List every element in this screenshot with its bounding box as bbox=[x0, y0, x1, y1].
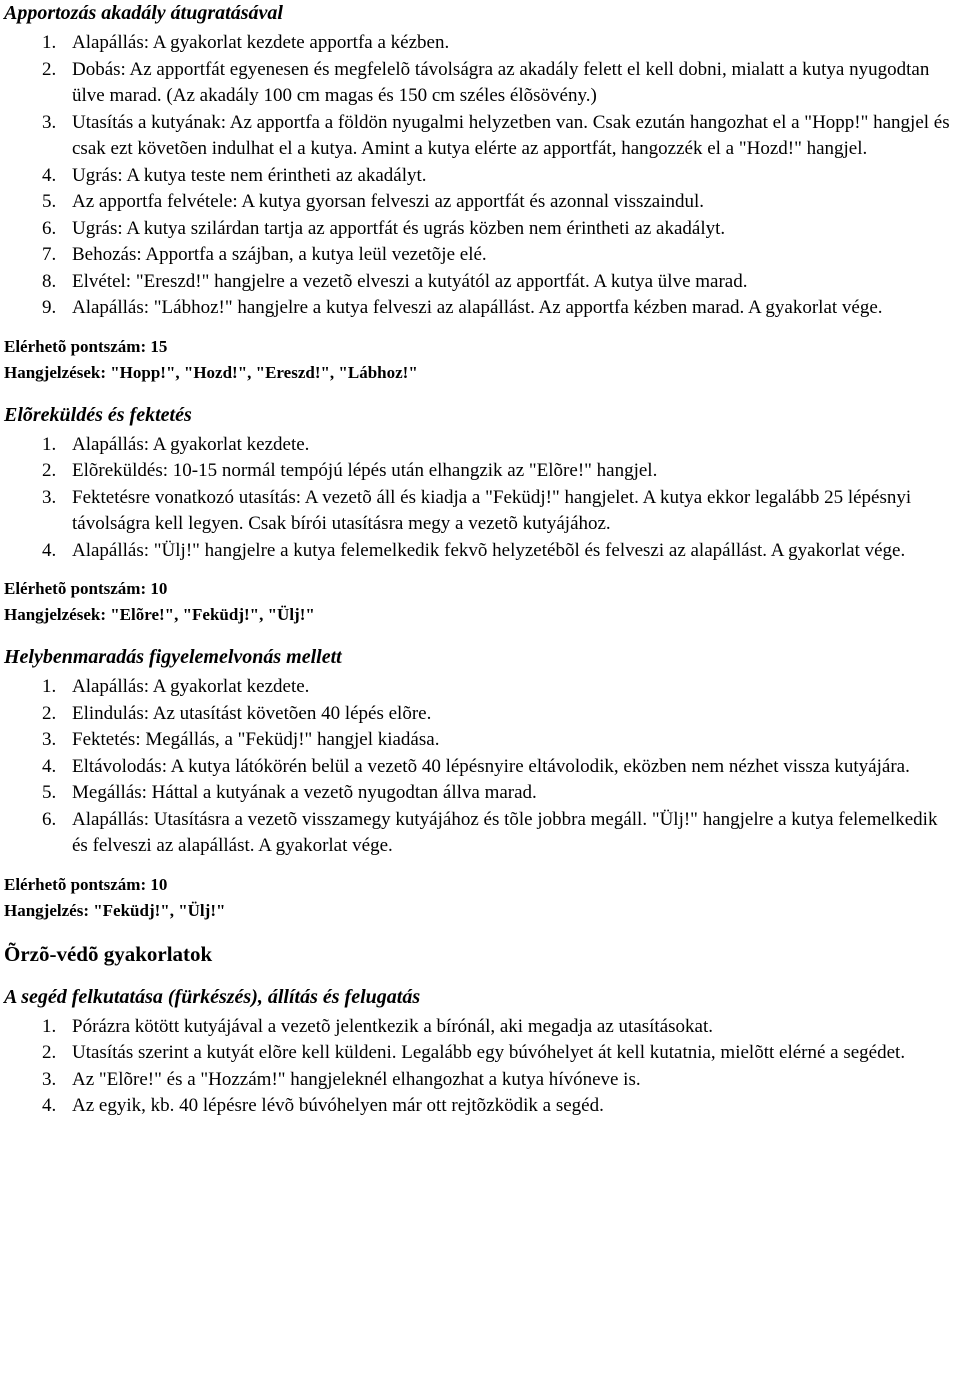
list-item: 3. Fektetésre vonatkozó utasítás: A vezetõ áll és kiadja a "Feküdj!" hangjelet. A kutya ekkor legalább 25 lépésnyi távolságra kell legyen. Csak bírói utasításra megy a vezetõ kutyájához. bbox=[42, 486, 912, 534]
signals-label: Hangjelzés: "Feküdj!", "Ülj!" bbox=[4, 900, 226, 920]
list-item: 4. Alapállás: "Ülj!" hangjelre a kutya felemelkedik fekvõ helyzetébõl és felveszi az alapállást. A gyakorlat vége. bbox=[42, 539, 906, 561]
list-item: 2. Elõreküldés: 10-15 normál tempójú lépés után elhangzik az "Elõre!" hangjel. bbox=[42, 460, 658, 481]
list-item: 1. Alapállás: A gyakorlat kezdete. bbox=[42, 676, 310, 697]
list-item: 1. Alapállás: A gyakorlat kezdete apportfa a kézben. bbox=[42, 32, 450, 53]
section-title: Apportozás akadály átugratásával bbox=[4, 2, 283, 24]
list-item: 6. Ugrás: A kutya szilárdan tartja az apportfát és ugrás közben nem érintheti az akadályt. bbox=[42, 217, 726, 239]
list-item: 7. Behozás: Apportfa a szájban, a kutya leül vezetõje elé. bbox=[42, 244, 487, 265]
step-list bbox=[4, 1014, 956, 1120]
list-item: 4. Eltávolodás: A kutya látókörén belül a vezetõ 40 lépésnyire eltávolodik, eközben nem nézhet vissza kutyájára. bbox=[42, 755, 910, 777]
section-title: Helybenmaradás figyelemelvonás mellett bbox=[4, 646, 342, 668]
list-item: 5. Megállás: Háttal a kutyának a vezetõ nyugodtan állva marad. bbox=[42, 782, 537, 803]
list-item: 5. Az apportfa felvétele: A kutya gyorsan felveszi az apportfát és azonnal visszaindul. bbox=[42, 191, 705, 212]
list-item: 9. Alapállás: "Lábhoz!" hangjelre a kutya felveszi az alapállást. Az apportfa kézben marad. A gyakorlat vége. bbox=[42, 297, 883, 318]
list-item: 8. Elvétel: "Ereszd!" hangjelre a vezetõ elveszi a kutyától az apportfát. A kutya ülve marad. bbox=[42, 270, 748, 292]
step-list bbox=[4, 674, 956, 860]
list-item: 3. Utasítás a kutyának: Az apportfa a földön nyugalmi helyzetben van. Csak ezután hangozhat el a "Hopp!" hangjel és csak ezt követõen indulhat el a kutya. Amint a kutya elérte az apportfát, hangozzék el a "Hozd!" hangjel. bbox=[42, 111, 950, 159]
main-heading: Õrzõ-védõ gyakorlatok bbox=[4, 941, 213, 966]
list-item: 3. Fektetés: Megállás, a "Feküdj!" hangjel kiadása. bbox=[42, 729, 440, 750]
list-item: 6. Alapállás: Utasításra a vezetõ visszamegy kutyájához és tõle jobbra megáll. "Ülj!" hangjelre a kutya felemelkedik és felveszi az alapállást. A gyakorlat vége. bbox=[42, 808, 938, 856]
section-title: Elõreküldés és fektetés bbox=[4, 403, 192, 426]
step-list bbox=[4, 432, 956, 565]
signals-label: Hangjelzések: "Hopp!", "Hozd!", "Ereszd!", "Lábhoz!" bbox=[4, 362, 418, 382]
step-list bbox=[4, 30, 956, 322]
list-item: 2. Elindulás: Az utasítást követõen 40 lépés elõre. bbox=[42, 702, 432, 724]
points-label: Elérhetõ pontszám: 15 bbox=[4, 336, 168, 356]
list-item: 1. Pórázra kötött kutyájával a vezetõ jelentkezik a bírónál, aki megadja az utasításokat. bbox=[42, 1015, 713, 1037]
list-item: 3. Az "Elõre!" és a "Hozzám!" hangjeleknél elhangozhat a kutya hívóneve is. bbox=[42, 1068, 641, 1090]
points-label: Elérhetõ pontszám: 10 bbox=[4, 579, 168, 598]
list-item: 1. Alapállás: A gyakorlat kezdete. bbox=[42, 433, 310, 455]
list-item: 2. Dobás: Az apportfát egyenesen és megfelelõ távolságra az akadály felett el kell dobni, mialatt a kutya nyugodtan ülve marad. (Az akadály 100 cm magas és 150 cm széles élõsövény.) bbox=[42, 58, 930, 106]
list-item: 2. Utasítás szerint a kutyát elõre kell küldeni. Legalább egy búvóhelyet át kell kutatnia, mielõtt elérné a segédet. bbox=[42, 1042, 906, 1063]
list-item: 4. Az egyik, kb. 40 lépésre lévõ búvóhelyen már ott rejtõzködik a segéd. bbox=[42, 1095, 604, 1116]
section-title: A segéd felkutatása (fürkészés), állítás és felugatás bbox=[4, 985, 421, 1008]
list-item: 4. Ugrás: A kutya teste nem érintheti az akadályt. bbox=[42, 164, 427, 186]
points-label: Elérhetõ pontszám: 10 bbox=[4, 874, 168, 894]
signals-label: Hangjelzések: "Elõre!", "Feküdj!", "Ülj!" bbox=[4, 605, 315, 624]
